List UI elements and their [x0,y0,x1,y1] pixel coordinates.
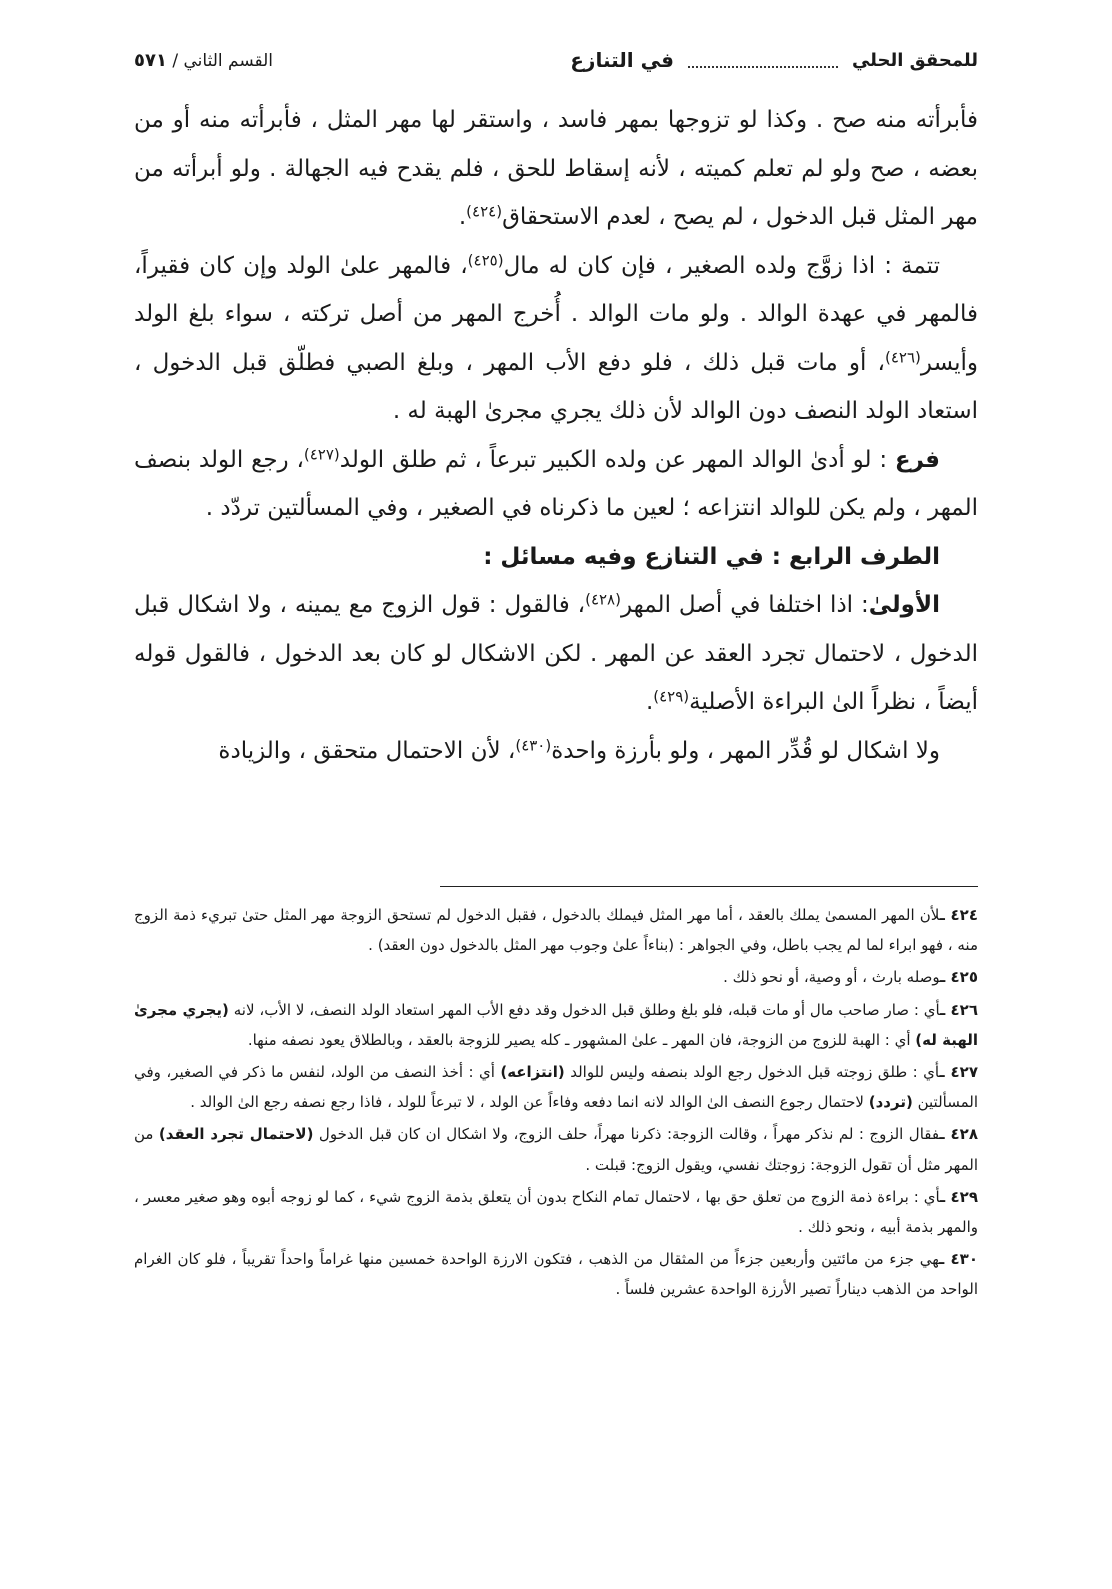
footnotes [134,900,978,1307]
footnote-ref: (٤٢٩) [653,687,690,706]
footnote-ref: (٤٢٧) [303,445,340,463]
section-heading: الطرف الرابع : في التنازع وفيه مسائل : [483,543,940,570]
running-header [134,40,978,80]
footnote-427: ٤٢٧ ـأي : طلق زوجته قبل الدخول رجع الولد بنصفه وليس للوالد (انتزاعه) أي : أخذ النصف من الولد، لنفس ما ذكر في الصغير، وفي المسألتين (تردد) لاحتمال رجوع النصف الىٰ الوالد لانه انما دفعه وفاءاً عن الولد ، لا تبرعاً للولد ، فاذا رجع نصفه رجع الىٰ الوالد . [134,1063,978,1112]
footnote-ref: (٤٢٥) [467,251,504,269]
footnote-separator [440,886,978,887]
paragraph: ولا اشكال لو قُدِّر المهر ، ولو بأرزة واحدة$^{(٤٣٠)}$، لأن الاحتمال متحقق ، والزيادة [218,736,940,764]
header-dotted-leader [688,52,838,68]
footnote-425: ٤٢٥ ـوصله بارث ، أو وصية، أو نحو ذلك . [723,968,978,987]
issue-label: الأولىٰ [868,592,940,618]
footnote-ref: (٤٢٨) [585,590,621,609]
section-and-page [134,50,273,71]
footnote-430: ٤٣٠ ـهي جزء من مائتين وأربعين جزءاً من المثقال من الذهب ، فتكون الارزة الواحدة خمسين منها غراماً واحداً تقريباً ، فلو كان الغرام الواحد من الذهب ديناراً تصير الأرزة الواحدة عشرين فلساً . [134,1250,978,1299]
paragraph: فأبرأته منه صح . وكذا لو تزوجها بمهر فاسد ، واستقر لها مهر المثل ، فأبرأته منه أو من بعضه ، صح ولو لم تعلم كميته ، لأنه إسقاط للحق ، فلم يقدح فيه الجهالة . ولو أبرأته من مهر المثل قبل الدخول ، لم يصح ، لعدم الاستحقاق$^{(٤٢٤)}$. [134,107,978,230]
footnote-ref: (٤٢٤) [466,202,503,221]
footnote-ref: (٤٣٠) [515,736,552,754]
chapter-title: في التنازع [570,48,674,72]
footnote-426: ٤٢٦ ـأي : صار صاحب مال أو مات قبله، فلو بلغ وطلق قبل الدخول وقد دفع الأب المهر استعاد الولد النصف، لا الأب، لانه (يجري مجرىٰ الهبة له) أي : الهبة للزوج من الزوجة، فان المهر ـ علىٰ المشهور ـ كله يصير للزوجة بالعقد ، وبالطلاق يعود نصفه منها. [134,1000,978,1049]
paragraph: فرع : لو أدىٰ الوالد المهر عن ولده الكبير تبرعاً ، ثم طلق الولد$^{(٤٢٧)}$، رجع الولد بنصف المهر ، ولم يكن للوالد انتزاعه ؛ لعين ما ذكرناه في الصغير ، وفي المسألتين تردّد . [134,445,978,521]
footnote-ref: (٤٢٦) [885,348,921,366]
paragraph: الأولىٰ: اذا اختلفا في أصل المهر$^{(٤٢٨)}$، فالقول : قول الزوج مع يمينه ، ولا اشكال قبل الدخول ، لاحتمال تجرد العقد عن المهر . لكن الاشكال لو كان بعد الدخول ، فالقول قوله أيضاً ، نظراً الىٰ البراءة الأصلية$^{(٤٢٩)}$. [134,590,978,715]
section-label: القسم الثاني / [172,50,274,71]
footnote-428: ٤٢٨ ـفقال الزوج : لم نذكر مهراً ، وقالت الزوجة: ذكرنا مهراً، حلف الزوج، ولا اشكال ان كان قبل الدخول (لاحتمال تجرد العقد) من المهر مثل أن تقول الزوجة: زوجتك نفسي، ويقول الزوج: قبلت . [134,1125,978,1174]
footnote-424: ٤٢٤ ـلأن المهر المسمىٰ يملك بالعقد ، أما مهر المثل فيملك بالدخول ، فقبل الدخول لم تستحق الزوجة مهر المثل حتىٰ تبريء ذمة الزوج منه ، فهو ابراء لما لم يجب باطل، وفي الجواهر : (بناءاً علىٰ وجوب مهر المثل بالدخول دون العقد) . [134,906,978,955]
book-author-title: للمحقق الحلي [851,49,978,71]
page-number: ٥٧١ [134,49,167,71]
paragraph: تتمة : اذا زوَّج ولده الصغير ، فإن كان له مال$^{(٤٢٥)}$، فالمهر علىٰ الولد وإن كان فقيراً، فالمهر في عهدة الوالد . ولو مات الوالد . أُخرج المهر من أصل تركته ، سواء بلغ الولد وأيسر$^{(٤٢٦)}$، أو مات قبل ذلك ، فلو دفع الأب المهر ، وبلغ الصبي فطلّق قبل الدخول ، استعاد الولد النصف دون الوالد لأن ذلك يجري مجرىٰ الهبة له . [134,251,978,424]
footnote-429: ٤٢٩ ـأي : براءة ذمة الزوج من تعلق حق بها ، لاحتمال تمام النكاح بدون أن يتعلق بذمة الزوج شيء ، كما لو زوجه أبوه وهو صغير معسر ، والمهر بذمة أبيه ، ونحو ذلك . [134,1187,978,1237]
branch-label: فرع [894,446,940,473]
main-text [134,96,978,775]
